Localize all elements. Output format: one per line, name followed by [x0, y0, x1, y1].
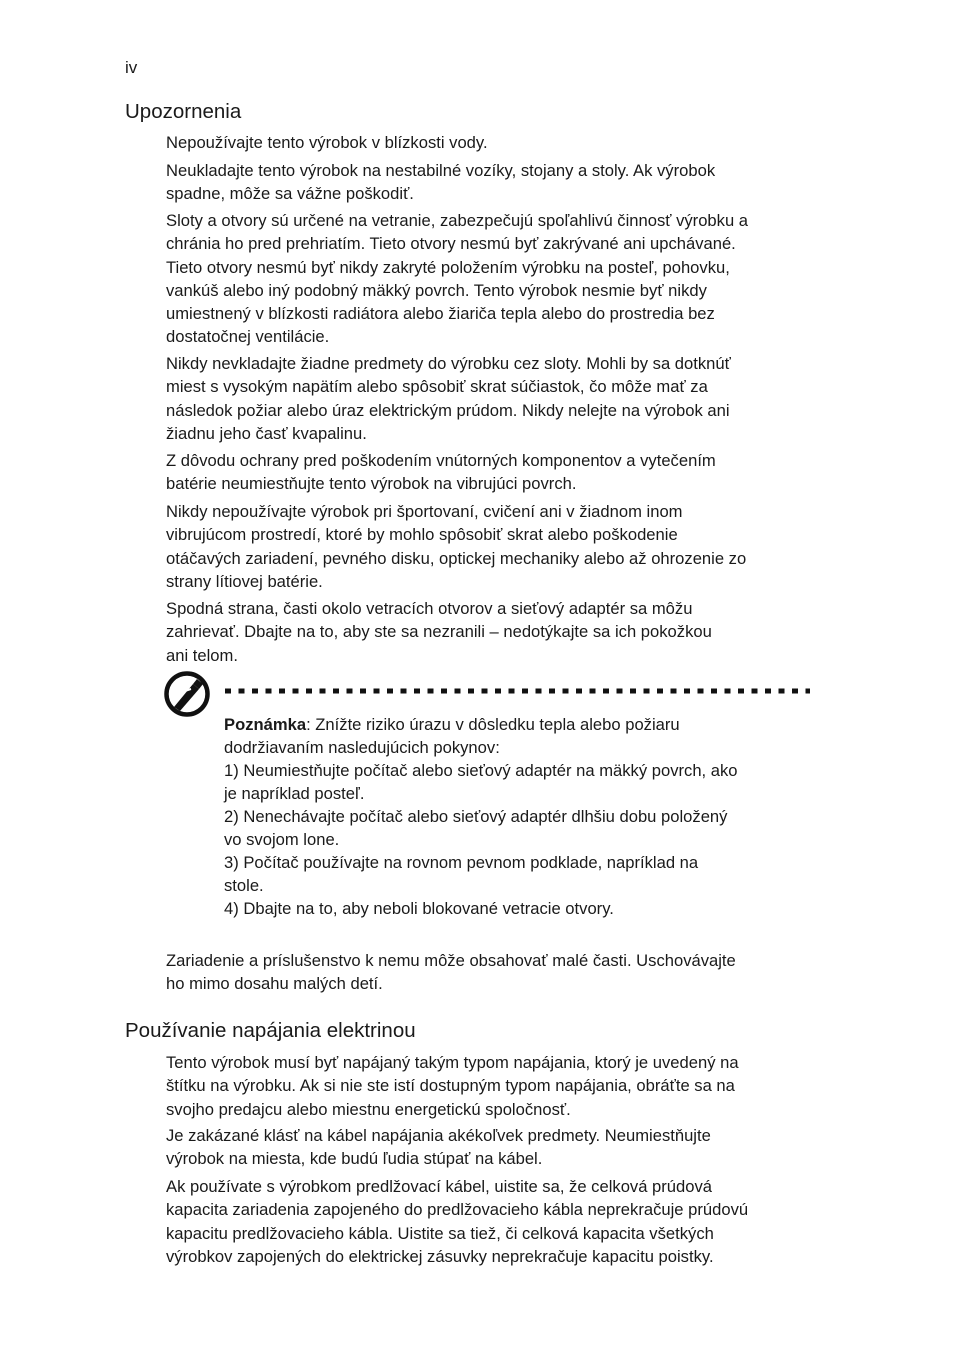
note-intro: : Znížte riziko úrazu v dôsledku tepla alebo požiaru dodržiavaním nasledujúcich pokynov:: [224, 715, 680, 757]
note-block: [224, 713, 814, 920]
page-number: iv: [125, 58, 138, 77]
warning-paragraph: Neukladajte tento výrobok na nestabilné vozíky, stojany a stoly. Ak výrobok spadne, môže sa vážne poškodiť.: [166, 161, 716, 204]
warning-paragraph: Sloty a otvory sú určené na vetranie, zabezpečujú spoľahlivú činnosť výrobku a chránia ho pred prehriatím. Tieto otvory nesmú byť zakrývané ani upchávané. Tieto otvory nesmú byť nikdy zakryté položením výrobku na posteľ, pohovku, vankúš alebo iný podobný mäkký povrch. Tento výrobok nesmie byť nikdy umiestnený v blízkosti radiátora alebo žiariča tepla alebo do prostredia bez dostatočnej ventilácie.: [166, 211, 749, 347]
warning-paragraph: Nikdy nevkladajte žiadne predmety do výrobku cez sloty. Mohli by sa dotknúť miest s vysokým napätím alebo spôsobiť skrat súčiastok, čo môže mať za následok požiar alebo úraz elektrickým prúdom. Nikdy nelejte na výrobok ani žiadnu jeho časť kvapalinu.: [166, 354, 731, 443]
note-item: 1) Neumiestňujte počítač alebo sieťový adaptér na mäkký povrch, ako je napríklad posteľ.: [224, 761, 738, 803]
note-intro-line: [224, 713, 814, 759]
note-item: 4) Dbajte na to, aby neboli blokované vetracie otvory.: [224, 899, 614, 918]
power-paragraph: Tento výrobok musí byť napájaný takým typom napájania, ktorý je uvedený na štítku na výrobku. Ak si nie ste istí dostupným typom napájania, obráťte sa na svojho predajcu alebo miestnu energetickú spoločnosť.: [166, 1053, 739, 1119]
note-item: 2) Nenechávajte počítač alebo sieťový adaptér dlhšiu dobu položený vo svojom lone.: [224, 807, 728, 849]
warning-paragraph: Spodná strana, časti okolo vetracích otvorov a sieťový adaptér sa môžu zahrievať. Dbajte na to, aby ste sa nezranili – nedotýkajte sa ich pokožkou ani telom.: [166, 599, 712, 665]
power-paragraph: Je zakázané klásť na kábel napájania akékoľvek predmety. Neumiestňujte výrobok na miesta, kde budú ľudia stúpať na kábel.: [166, 1126, 711, 1169]
note-pen-icon: [163, 670, 211, 718]
note-dotted-rule: [225, 688, 810, 694]
small-parts-paragraph: Zariadenie a príslušenstvo k nemu môže obsahovať malé časti. Uschovávajte ho mimo dosahu malých detí.: [166, 951, 736, 994]
note-label: Poznámka: [224, 715, 307, 734]
warning-paragraph: Z dôvodu ochrany pred poškodením vnútorných komponentov a vytečením batérie neumiestňujte tento výrobok na vibrujúci povrch.: [166, 451, 716, 494]
note-item: 3) Počítač používajte na rovnom pevnom podklade, napríklad na stole.: [224, 853, 699, 895]
warning-paragraph: Nikdy nepoužívajte výrobok pri športovaní, cvičení ani v žiadnom inom vibrujúcom prostredí, ktoré by mohlo spôsobiť skrat alebo poškodenie otáčavých zariadení, pevného disku, optickej mechaniky alebo až ohrozenie zo strany lítiovej batérie.: [166, 502, 747, 591]
section-heading-warnings: Upozornenia: [125, 100, 242, 123]
section-heading-power: Používanie napájania elektrinou: [125, 1019, 416, 1042]
warning-paragraph: Nepoužívajte tento výrobok v blízkosti vody.: [166, 133, 488, 152]
power-paragraph: Ak používate s výrobkom predlžovací kábel, uistite sa, že celková prúdová kapacita zariadenia zapojeného do predlžovacieho kábla neprekračuje prúdovú kapacitu predlžovacieho kábla. Uistite sa tiež, či celková kapacita všetkých výrobkov zapojených do elektrickej zásuvky neprekračuje kapacitu poistky.: [166, 1177, 749, 1266]
